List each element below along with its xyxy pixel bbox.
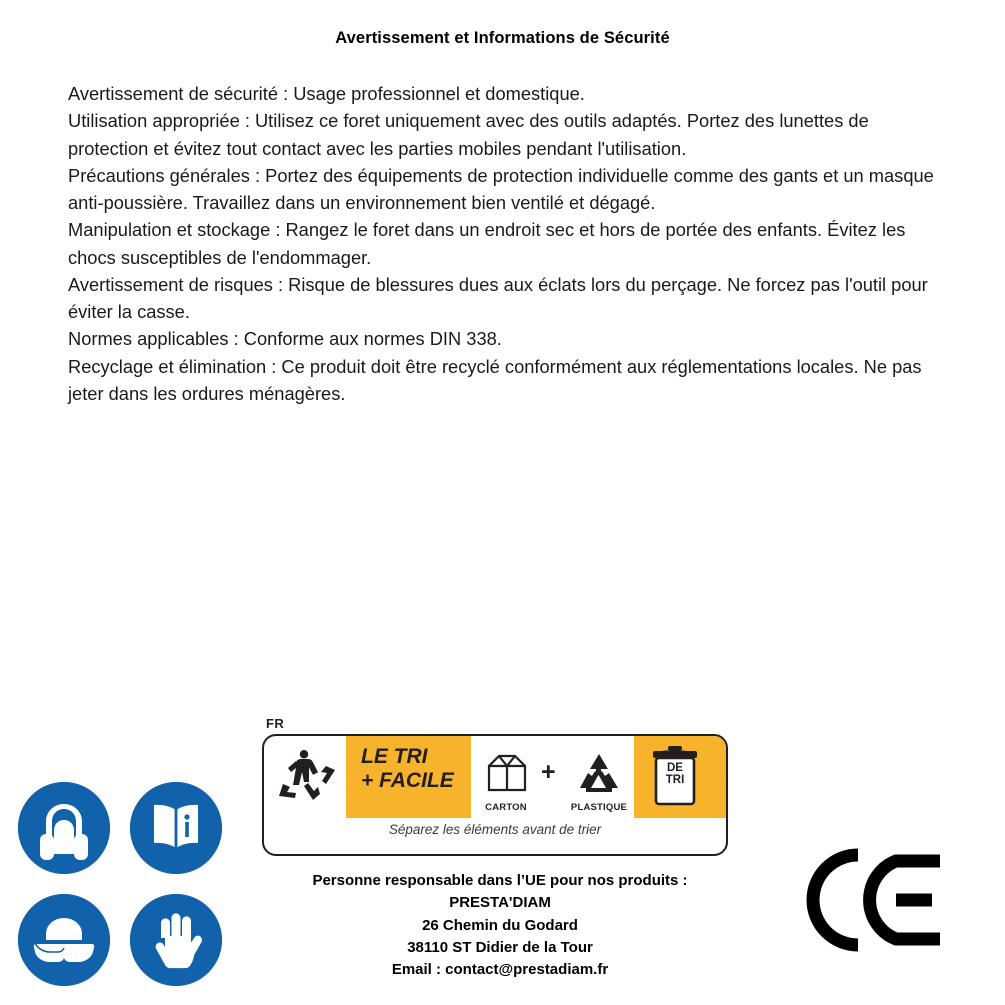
- safety-paragraph: Manipulation et stockage : Rangez le foret dans un endroit sec et hors de portée des enfants. Évitez les chocs susceptibles de l'endommager.: [68, 219, 906, 268]
- safety-text-block: [68, 80, 953, 407]
- safety-paragraph: Normes applicables : Conforme aux normes DIN 338.: [68, 328, 502, 350]
- ear-protection-icon: [18, 782, 110, 874]
- plastique-caption: PLASTIQUE: [570, 802, 628, 813]
- label-headline-line2: + FACILE: [361, 768, 454, 792]
- contact-email: Email : contact@prestadiam.fr: [391, 961, 609, 979]
- safety-paragraph: Utilisation appropriée : Utilisez ce foret uniquement avec des outils adaptés. Portez des lunettes de protection et évitez tout contact avec les parties mobiles pendant l'utilisation.: [68, 110, 869, 159]
- responsible-person-heading: [200, 870, 800, 892]
- read-manual-icon: [130, 782, 222, 874]
- recycling-sorting-label: [262, 716, 724, 852]
- heading-bold: UE: [525, 872, 546, 889]
- plus-separator: +: [541, 758, 556, 786]
- triman-icon: [274, 744, 342, 810]
- mandatory-pictogram-group: [18, 782, 222, 986]
- bin-label-line3: TRI: [665, 774, 685, 787]
- bin-label-line1: BAC: [662, 750, 688, 762]
- bin-label: [646, 750, 704, 787]
- label-headline-line1: LE TRI: [361, 745, 428, 768]
- carton-caption: CARTON: [485, 802, 527, 813]
- heading-suffix: pour nos produits :: [545, 872, 688, 889]
- plastic-recycle-icon: [572, 750, 626, 796]
- label-headline: [361, 745, 471, 792]
- safety-paragraph: Avertissement de sécurité : Usage professionnel et domestique.: [68, 83, 585, 104]
- safety-paragraph: Précautions générales : Portez des équipements de protection individuelle comme des gants et un masque anti-poussière. Travaillez dans un environnement bien ventilé et dégagé.: [68, 164, 934, 213]
- address-line-1: 26 Chemin du Godard: [422, 916, 578, 934]
- label-language-code: FR: [266, 716, 285, 731]
- heading-prefix: Personne responsable dans l’: [312, 872, 526, 889]
- label-frame: [262, 734, 728, 856]
- address-line-2: 38110 ST Didier de la Tour: [407, 939, 593, 957]
- bin-label-line2: DE: [667, 762, 683, 775]
- safety-paragraph: Avertissement de risques : Risque de blessures dues aux éclats lors du perçage. Ne forcez pas l'outil pour éviter la casse.: [68, 273, 928, 322]
- safety-paragraph: Recyclage et élimination : Ce produit doit être recyclé conformément aux réglementations locales. Ne pas jeter dans les ordures ménagères.: [68, 355, 922, 404]
- label-footer-text: Séparez les éléments avant de trier: [388, 822, 602, 837]
- company-name: PRESTA'DIAM: [449, 894, 551, 912]
- eye-protection-icon: [18, 894, 110, 986]
- ce-mark-icon: [800, 845, 950, 955]
- responsible-person-block: [200, 870, 800, 982]
- carton-box-icon: [479, 750, 535, 796]
- page-title: Avertissement et Informations de Sécurité: [335, 29, 670, 47]
